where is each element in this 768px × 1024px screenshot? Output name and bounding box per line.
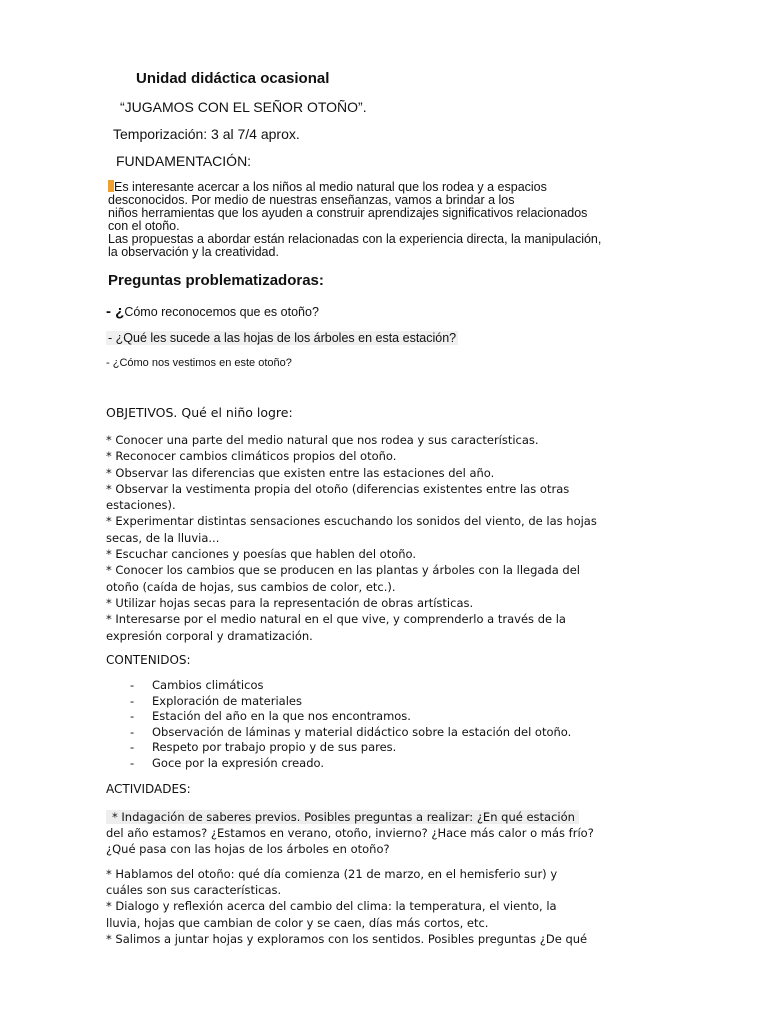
actividad-line: del año estamos? ¿Estamos en verano, otoño, invierno? ¿Hace más calor o más frío?: [106, 826, 594, 840]
list-bullet: -: [130, 709, 135, 724]
actividades-block-1: [106, 809, 666, 857]
actividad-line: cuáles son sus características.: [106, 883, 282, 898]
objetivo-line: * Conocer una parte del medio natural que nos rodea y sus características.: [106, 433, 539, 447]
actividad-line: lluvia, hojas que cambian de color y se caen, días más cortos, etc.: [106, 915, 489, 930]
actividad-line: ¿Qué pasa con las hojas de los árboles en otoño?: [106, 842, 390, 856]
fundamentacion-line: la observación y la creatividad.: [108, 245, 279, 259]
preguntas-heading: Preguntas problematizadoras:: [108, 272, 324, 289]
objetivo-line: * Utilizar hojas secas para la representación de obras artísticas.: [106, 595, 474, 610]
fundamentacion-line: desconocidos. Por medio de nuestras enseñanzas, vamos a brindar a los: [108, 193, 515, 207]
list-bullet: -: [130, 678, 135, 692]
list-item: - Observación de láminas y material didáctico sobre la estación del otoño.: [130, 724, 572, 739]
list-item: - Goce por la expresión creado.: [130, 755, 325, 770]
objetivo-line: secas, de la lluvia...: [106, 530, 220, 545]
contenidos-heading: CONTENIDOS:: [106, 653, 191, 667]
actividad-line: * Indagación de saberes previos. Posibles preguntas a realizar: ¿En qué estación: [106, 809, 666, 825]
objetivos-heading: OBJETIVOS. Qué el niño logre:: [106, 405, 293, 420]
list-item: - Estación del año en la que nos encontramos.: [130, 709, 411, 724]
actividad-line: * Salimos a juntar hojas y exploramos con los sentidos. Posibles preguntas ¿De qué: [106, 931, 588, 946]
objetivo-line: * Observar las diferencias que existen entre las estaciones del año.: [106, 465, 495, 480]
pregunta-1-prefix: - ¿: [106, 303, 125, 320]
list-bullet: -: [130, 755, 135, 770]
list-item: - Exploración de materiales: [130, 693, 302, 708]
fundamentacion-line: Es interesante acercar a los niños al medio natural que los rodea y a espacios: [108, 180, 668, 194]
objetivo-line: * Conocer los cambios que se producen en las plantas y árboles con la llegada del: [106, 563, 581, 578]
pregunta-2: - ¿Qué les sucede a las hojas de los árboles en esta estación?: [108, 331, 457, 345]
objetivo-line: otoño (caída de hojas, sus cambios de color, etc.).: [106, 579, 396, 594]
objetivo-line: expresión corporal y dramatización.: [106, 628, 313, 643]
objetivo-line: * Interesarse por el medio natural en el que vive, y comprenderlo a través de la: [106, 612, 566, 627]
objetivos-list: [106, 432, 666, 644]
fundamentacion-line: niños herramientas que los ayuden a construir aprendizajes significativos relacionados: [108, 206, 588, 220]
fundamentacion-label: FUNDAMENTACIÓN:: [116, 153, 252, 169]
list-item: - Cambios climáticos: [130, 678, 264, 692]
list-bullet: -: [130, 724, 135, 739]
fundamentacion-line: Las propuestas a abordar están relacionadas con la experiencia directa, la manipulación,: [108, 232, 602, 246]
list-item: - Respeto por trabajo propio y de sus pares.: [130, 740, 397, 755]
actividades-heading: ACTIVIDADES:: [106, 782, 191, 796]
actividades-block-2: [106, 866, 666, 947]
actividad-line: * Dialogo y reflexión acerca del cambio del clima: la temperatura, el viento, la: [106, 899, 557, 914]
actividad-line: * Hablamos del otoño: qué día comienza (21 de marzo, en el hemisferio sur) y: [106, 867, 558, 881]
objetivo-line: * Reconocer cambios climáticos propios del otoño.: [106, 449, 397, 464]
pregunta-1-text: Cómo reconocemos que es otoño?: [124, 305, 319, 319]
fundamentacion-line: con el otoño.: [108, 219, 180, 233]
fundamentacion-paragraph: [108, 180, 668, 259]
objetivo-line: * Experimentar distintas sensaciones escuchando los sonidos del viento, de las hojas: [106, 514, 597, 529]
objetivo-line: estaciones).: [106, 498, 176, 513]
objetivo-line: * Observar la vestimenta propia del otoño (diferencias existentes entre las otras: [106, 481, 570, 496]
objetivo-line: * Escuchar canciones y poesías que hablen del otoño.: [106, 547, 417, 562]
pregunta-1: [106, 303, 319, 320]
list-bullet: -: [130, 693, 135, 708]
temporizacion: Temporización: 3 al 7/4 aprox.: [113, 126, 300, 142]
contenidos-list: [130, 678, 571, 772]
pregunta-3: - ¿Cómo nos vestimos en este otoño?: [106, 357, 292, 369]
document-subtitle: “JUGAMOS CON EL SEÑOR OTOÑO”.: [120, 99, 367, 115]
list-bullet: -: [130, 740, 135, 755]
document-title: Unidad didáctica ocasional: [136, 70, 330, 87]
